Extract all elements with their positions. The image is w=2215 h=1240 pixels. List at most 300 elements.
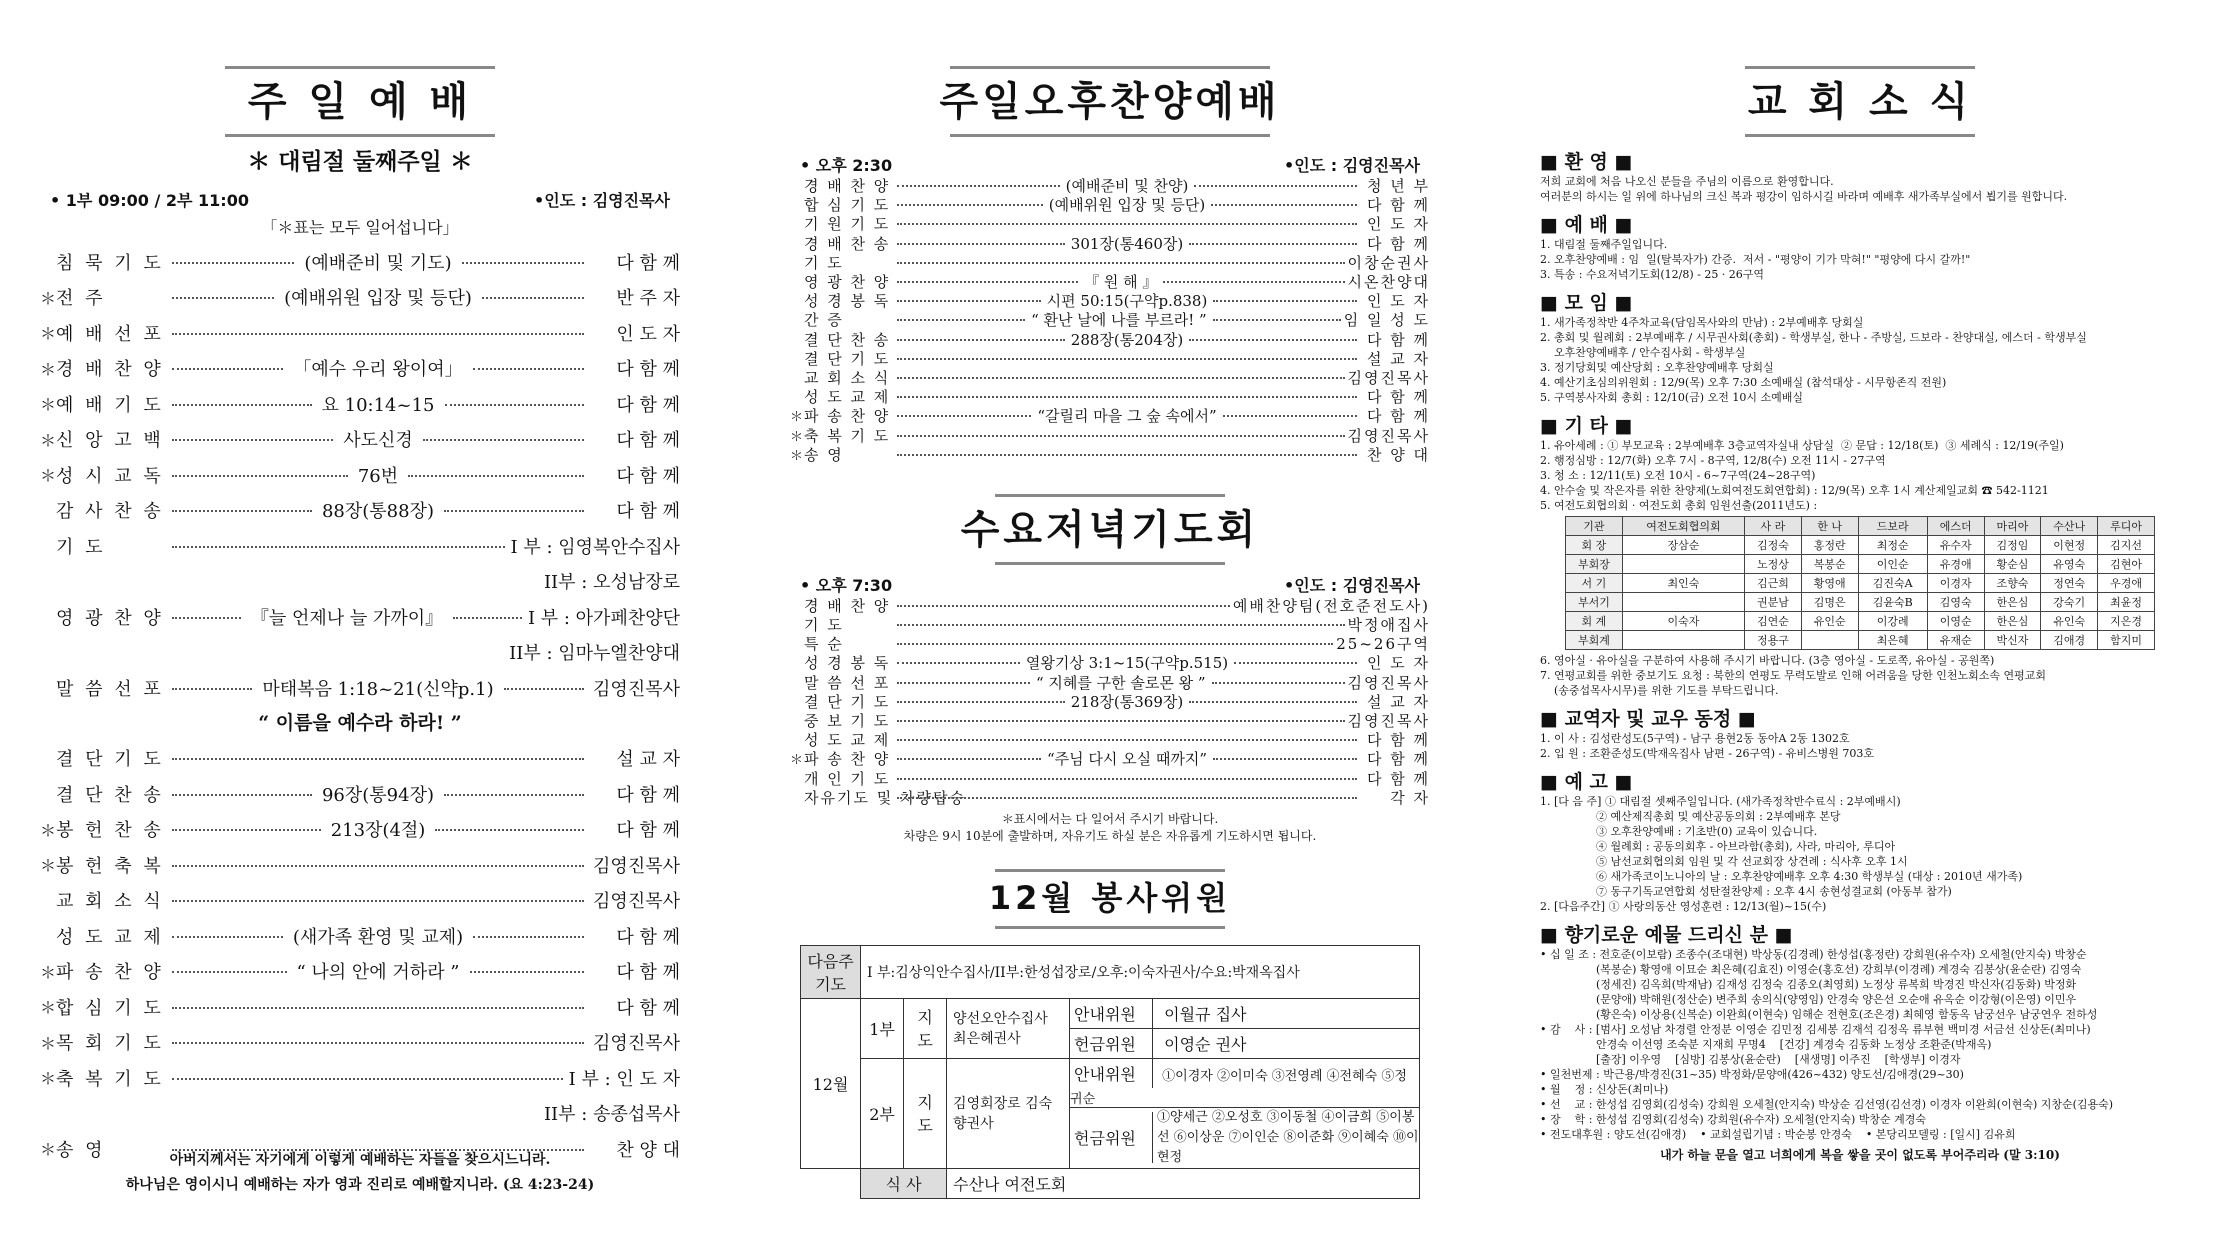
news-line: 3. 청 소 : 12/11(토) 오전 10시 - 6~7구역(24~28구역) [1540,469,1816,482]
order-middle [166,923,590,949]
order-middle [894,796,1360,799]
order-middle [166,816,590,842]
news-line: • 장 학 : 한성섭 김영회(김성숙) 강희원(유수자) 오세철(안지숙) 박창순 계경숙 [1540,1113,1927,1126]
order-person: 이창순권사 [1347,253,1430,272]
order-person: 다 함 께 [616,962,680,984]
officers-cell: 부회계 [1566,631,1623,650]
leader-dots [172,686,252,690]
order-person: 다 함 께 [616,784,680,806]
afternoon-worship-title: 주일오후찬양예배 [790,66,1430,137]
order-row [40,812,680,848]
standing-mark: ＊ [40,1069,57,1089]
news-line: (정세진) 김옥희(박재남) 김재성 김정숙 김종오(최영희) 노정상 류복희 박경진 박신자(김동화) 박정화 [1540,978,2077,991]
order-person: 설 교 자 [1366,349,1430,368]
order-detail: “ 지혜를 구한 솔로몬 왕 ” [1035,673,1206,692]
order-person: 김영진목사 [593,855,680,877]
order-row [790,730,1430,749]
order-person: 다 함 께 [616,501,680,523]
part1-guide: 지도 [904,998,947,1058]
officers-cell: 유인순 [1801,612,1858,631]
news-line: 2. 오후찬양예배 : 임 일(탈북자가) 간증. 저서 - "평양이 기가 막혀!" "평양에 다시 갈까!" [1540,253,1971,266]
leader-dots [482,295,584,299]
order-person: 다 함 께 [616,394,680,416]
meetings-heading: ■ 모 임 ■ [1540,292,1633,314]
order-label: 송 영 [804,445,844,464]
order-person: I 부 : 아가페찬양단 [527,607,680,629]
leader-dots [1213,757,1357,760]
standing-mark: ＊ [40,1140,57,1160]
order-row [790,653,1430,672]
news-line: • 월 정 : 신상돈(최미나) [1540,1083,1669,1096]
officers-cell: 김현아 [2098,555,2155,574]
officers-cell: 최인숙 [1622,574,1744,593]
leader-dots [172,544,505,548]
part2-leaders: 김영회장로 김숙향권사 [947,1058,1070,1168]
officers-cell: 이영순 [1927,612,1984,631]
order-row [790,615,1430,634]
order-row [40,280,680,316]
order-label: 경 배 찬 양 [804,177,891,196]
standing-mark: ＊ [790,410,804,426]
p2-offering-value: ①양세근 ②오성호 ③이동철 ④이금희 ⑤이봉선 ⑥이상운 ⑦이인순 ⑧이준화 ⑨이혜숙 ⑩이현정 [1157,1109,1419,1165]
order-detail: 213장(4절) [327,816,430,842]
order-label: 송 영 [56,1139,106,1161]
order-label: 예 배 기 도 [56,394,164,416]
order-label: 교 회 소 식 [56,891,164,913]
church-news-column [1540,0,2180,1163]
officers-cell: 최은혜 [1858,631,1927,650]
order-detail: 시편 50:15(구약p.838) [1046,292,1208,311]
officers-header-row [1566,517,2155,536]
order-label: 성 도 교 제 [804,388,891,407]
offerings-text [1540,947,2180,1142]
order-middle [166,756,590,760]
officers-cell [1801,631,1858,650]
leader-dots [897,642,1333,645]
leader-dots [897,184,1060,187]
officers-cell: 김정숙 [1745,536,1802,555]
order-person: 김영진목사 [1347,712,1430,731]
standing-mark: ＊ [40,1033,57,1053]
order-row [790,349,1430,368]
news-line: ⑦ 동구기독교연합회 성탄절찬양제 : 오후 4시 송현성결교회 (아동부 참가) [1540,885,1952,898]
meetings-text [1540,315,2180,405]
news-line: 저희 교회에 처음 나오신 분들을 주님의 이름으로 환영합니다. [1540,175,1834,188]
order-label: 경 배 찬 양 [804,596,891,615]
order-middle [166,863,590,867]
order-person: 다 함 께 [1366,234,1430,253]
news-line: (황은숙) 이상용(신복순) 이완희(이현숙) 임해순 전현호(조은경) 최혜영 함동옥 남궁선우 남궁연우 전하성 [1540,1008,2098,1021]
leader-dots [897,395,1357,398]
order-person: 김영진목사 [1347,368,1430,387]
welcome-heading: ■ 환 영 ■ [1540,151,1633,173]
order-label: 기 도 [804,616,844,635]
order-label: 파 송 찬 양 [56,962,164,984]
order-person: 김영진목사 [593,1033,680,1055]
order-middle [166,958,590,984]
service-leader: •인도 : 김영진목사 [534,191,670,210]
officers-cell: 유재순 [1927,631,1984,650]
leader-dots [897,681,1030,684]
news-line: 1. 새가족정착반 4주차교육(담임목사와의 만남) : 2부예배후 당회실 [1540,316,1864,329]
officers-header-cell: 루디아 [2098,517,2155,536]
order-row [790,272,1430,291]
standing-note: 「＊표는 모두 일어섭니다」 [261,218,459,237]
order-detail: “갈릴리 마을 그 숲 속에서” [1037,407,1217,426]
order-row [40,1096,680,1132]
officers-cell: 김정임 [1984,536,2041,555]
order-person: 청 년 부 [1366,177,1430,196]
order-person: 다 함 께 [616,252,680,274]
p1-usher-cell [1070,998,1420,1028]
leader-dots [897,719,1345,722]
officers-cell: 김영숙 [1927,593,1984,612]
leader-dots [897,453,1357,456]
leader-dots [897,357,1357,360]
order-detail: “ 환난 날에 나를 부르라! ” [1031,311,1207,330]
news-line: 2. [다음주간] ① 사랑의동산 영성훈련 : 12/13(월)~15(수) [1540,900,1827,913]
scripture-line-1: 아버지께서는 자기에게 이렇게 예배하는 자들을 찾으시느니라. [169,1152,551,1168]
order-detail: (예배위원 입장 및 등단) [1048,196,1206,215]
leader-dots [462,260,584,264]
officers-cell: 우경애 [2098,574,2155,593]
offerings-heading: ■ 향기로운 예물 드리신 분 ■ [1540,924,1793,946]
officers-header-cell: 여전도회협의회 [1622,517,1744,536]
officers-cell: 회 장 [1566,536,1623,555]
officers-cell: 김진숙A [1858,574,1927,593]
order-detail: “주님 다시 오실 때까지” [1046,750,1208,769]
order-row [40,776,680,812]
order-label: 성 경 봉 독 [804,292,891,311]
officers-cell: 이현정 [2041,536,2098,555]
order-middle [894,261,1348,264]
officers-header-cell: 에스더 [1927,517,1984,536]
order-detail: 『 원 해 』 [1084,273,1158,292]
order-person: 다 함 께 [1366,731,1430,750]
leader-dots [897,338,1065,341]
order-label: 기 도 [804,253,844,272]
order-label: 자유기도 및 차량탑승 [804,788,966,807]
standing-mark: ＊ [40,998,57,1018]
leader-dots [172,792,312,796]
afternoon-leader: •인도 : 김영진목사 [1284,156,1420,175]
wednesday-time-row [790,573,1430,596]
officers-cell: 이경자 [1927,574,1984,593]
news-line: • 십 일 조 : 전호준(이보람) 조종수(조대현) 박상동(김경례) 한성섭(홍정란) 강희원(유수자) 오세철(안지숙) 박창순 [1540,948,2087,961]
order-middle [166,355,590,381]
officers-cell: 이인순 [1858,555,1927,574]
leader-dots [1223,414,1357,417]
leader-dots [172,827,321,831]
officers-row [1566,536,2155,555]
leader-dots [444,508,584,512]
order-label: 성 시 교 독 [56,465,164,487]
order-row [40,670,680,706]
order-person: 다 함 께 [616,820,680,842]
next-prayer-label: 다음주기도 [801,945,861,998]
officers-cell: 장삼순 [1622,536,1744,555]
order-row [790,749,1430,768]
news-line: ④ 월례회 : 공동의회후 - 아브라함(총회), 사라, 마리아, 루디아 [1540,840,1896,853]
order-middle [894,233,1360,254]
order-row [790,425,1430,444]
order-middle [894,405,1360,426]
news-line: ⑥ 새가족코이노니아의 날 : 오후찬양예배후 오후 4:30 학생부실 (대상 : 2010년 새가족) [1540,870,2023,883]
scripture-line-2: 하나님은 영이시니 예배하는 자가 영과 진리로 예배할지니라. (요 4:23-24) [125,1177,595,1193]
officers-row [1566,631,2155,650]
leader-dots [172,1040,584,1044]
leader-dots [172,863,584,867]
member-news-text [1540,731,2180,761]
sunday-worship-column [40,0,680,1193]
order-middle [166,426,590,452]
advent-subtitle: ＊ 대림절 둘째주일 ＊ [247,149,473,175]
order-middle [166,781,590,807]
leader-dots [897,261,1345,264]
officers-cell: 복봉순 [1801,555,1858,574]
leader-dots [1212,681,1345,684]
order-row [790,234,1430,253]
order-detail: 사도신경 [339,426,417,452]
news-line: 5. 여전도회협의회 · 여전도회 총회 임원선출(2011년도) : [1540,499,1818,512]
leader-dots [423,437,584,441]
order-label: 개 인 기 도 [804,769,891,788]
order-label: 영 광 찬 양 [804,273,891,292]
officers-cell: 유인숙 [2041,612,2098,631]
order-middle [894,777,1360,780]
order-person: 설 교 자 [1366,692,1430,711]
order-detail: 218장(통369장) [1070,692,1184,711]
officers-row [1566,574,2155,593]
order-label: 합 심 기 도 [56,997,164,1019]
order-person: 반 주 자 [616,288,680,310]
service-time-row [40,188,680,211]
leader-dots [1163,280,1344,283]
leader-dots [897,661,1020,664]
order-person: 인 도 자 [616,323,680,345]
news-line: • 전도대후원 : 양도선(김애경) • 교회설립기념 : 박순봉 안경숙 • 본당리모델링 : [일시] 김유희 [1540,1128,2016,1141]
leader-dots [1213,299,1357,302]
wednesday-time: • 오후 7:30 [800,575,893,595]
officers-cell [1622,555,1744,574]
wednesday-note-2: 차량은 9시 10분에 출발하며, 자유기도 하실 분은 자유롭게 기도하시면 됩니다. [903,828,1317,843]
order-middle [166,675,590,701]
leader-dots [897,280,1078,283]
order-middle [894,453,1360,456]
leader-dots [897,414,1031,417]
order-middle [894,175,1360,196]
order-middle [894,434,1348,437]
news-line: 5. 구역봉사자회 총회 : 12/10(금) 오전 10시 소예배실 [1540,391,1803,404]
standing-mark: ＊ [790,429,804,445]
order-detail: (예배위원 입장 및 등단) [280,284,476,310]
part2-guide: 지도 [904,1058,947,1168]
order-label: 성 도 교 제 [804,731,891,750]
order-middle [166,249,590,275]
leader-dots [1234,661,1357,664]
order-person: 다 함 께 [616,430,680,452]
officers-cell: 김연순 [1745,612,1802,631]
leader-dots [444,792,584,796]
officers-header-cell: 기관 [1566,517,1623,536]
officers-cell: 황순심 [1984,555,2041,574]
news-line: 1. 대림절 둘째주일입니다. [1540,238,1668,251]
order-detail: 마태복음 1:18~21(신약p.1) [258,675,497,701]
order-detail: 요 10:14~15 [318,391,439,417]
news-line: 여러분의 하시는 일 위에 하나님의 크신 복과 평강이 임하시길 바라며 예배후 새가족부실에서 뵙기를 원합니다. [1540,190,2068,203]
next-prayer-value: I 부:김상익안수집사/II부:한성섭장로/오후:이숙자권사/수요:박재옥집사 [861,945,1420,998]
leader-dots [1211,203,1357,206]
worship-heading: ■ 예 배 ■ [1540,214,1633,236]
officers-header-cell: 마리아 [1984,517,2041,536]
order-person: 시온찬양대 [1347,273,1430,292]
order-row [40,954,680,990]
order-row [790,406,1430,425]
news-line: (복봉순) 황영애 이묘순 최은혜(김효진) 이영순(홍호선) 강희부(이경례) 계경숙 김봉상(윤순란) 김영숙 [1540,963,2082,976]
leader-dots [897,203,1043,206]
order-label: 목 회 기 도 [56,1033,164,1055]
p2-usher-label: 안내위원 [1070,1059,1153,1088]
order-label: 경 배 찬 양 [56,359,164,381]
order-row [40,315,680,351]
order-row [790,387,1430,406]
church-news-title: 교 회 소 식 [1540,66,2180,137]
news-line: • 일천번제 : 박근용/박경진(31~35) 박정화/문양애(426~432) 양도선/김애경(29~30) [1540,1068,1964,1081]
news-line: 4. 예산기초심의위원회 : 12/9(목) 오후 7:30 소예배실 (참석대상 - 시무항존직 전원) [1540,376,1947,389]
p2-usher-value: ①이경자 ②이미숙 ③전영례 ④전혜숙 ⑤정귀순 [1070,1068,1407,1107]
leader-dots [1194,184,1357,187]
order-middle [166,1076,569,1080]
part2-cell: 2부 [861,1058,904,1168]
malachi-verse: 내가 하늘 문을 열고 너희에게 복을 쌓을 곳이 없도록 부어주리라 (말 3:10) [1660,1148,2060,1162]
news-line: 안경숙 이선영 조숙분 지재희 무명4 [건강] 계경숙 김동화 노정상 조환준(박재옥) [1540,1038,1992,1051]
news-line: 3. 특송 : 수요저녁기도회(12/8) - 25 · 26구역 [1540,268,1765,281]
news-line: ③ 오후찬양예배 : 기초반(0) 교육이 있습니다. [1540,825,1818,838]
leader-dots [897,738,1357,741]
news-line: 6. 영아실 · 유아실을 구분하여 사용해 주시기 바랍니다. (3층 영아실 - 도로쪽, 유아실 - 공원쪽) [1540,654,1995,667]
order-middle [894,222,1360,225]
leader-dots [473,934,584,938]
order-row [40,457,680,493]
order-person: 다 함 께 [1366,196,1430,215]
leader-dots [897,434,1345,437]
leader-dots [172,473,348,477]
order-middle [166,604,528,630]
order-detail: (예배준비 및 기도) [300,249,455,275]
order-label: 전 주 [56,288,106,310]
order-detail: 열왕기상 3:1~15(구약p.515) [1025,654,1229,673]
order-row [40,351,680,387]
order-detail: 『늘 언제나 늘 가까이』 [247,604,447,630]
leader-dots [897,242,1065,245]
order-middle [894,748,1360,769]
news-line: 오후찬양예배후 / 안수집사회 - 학생부실 [1540,346,1746,359]
order-middle [894,672,1348,693]
order-label: 신 앙 고 백 [56,430,164,452]
service-time: • 1부 09:00 / 2부 11:00 [50,191,249,210]
officers-cell [1622,631,1744,650]
staff-table [800,945,1420,1199]
leader-dots [172,260,294,264]
officers-cell: 한은심 [1984,593,2041,612]
leader-dots [470,969,585,973]
order-person: 25~26구역 [1336,635,1430,654]
order-label: 교 회 소 식 [804,368,891,387]
standing-mark: ＊ [40,359,57,379]
order-row [790,673,1430,692]
order-row [790,195,1430,214]
order-label: 간 증 [804,311,844,330]
order-person: II부 : 오성남장로 [543,572,680,594]
news-line: 1. [다 음 주] ① 대림절 셋째주일입니다. (새가족정착반수료식 : 2부예배시) [1540,795,1901,808]
leader-dots [897,796,1357,799]
leader-dots [172,969,287,973]
order-person: I 부 : 임영복안수집사 [510,536,680,558]
standing-mark: ＊ [40,962,57,982]
p1-offering-label: 헌금위원 [1070,1029,1153,1058]
order-detail: 「예수 우리 왕이여」 [289,355,466,381]
order-middle [894,738,1360,741]
news-line: (문양애) 박해원(정산순) 변주희 송의식(양영임) 안경숙 양은선 오순애 유옥순 이강형(이은영) 이민우 [1540,993,2077,1006]
order-of-worship-list-2 [40,741,680,1167]
officers-cell: 부서기 [1566,593,1623,612]
leader-dots [473,366,584,370]
misc-text [1540,438,2180,513]
officers-header-cell: 드보라 [1858,517,1927,536]
p1-offering-value: 이영순 권사 [1164,1034,1247,1054]
officers-cell: 최정순 [1858,536,1927,555]
order-person: II부 : 송종섭목사 [543,1104,680,1126]
leader-dots [172,402,312,406]
order-middle [166,284,590,310]
leader-dots [172,898,584,902]
order-label: 감 사 찬 송 [56,501,164,523]
order-label: 파 송 찬 양 [804,407,891,426]
officers-cell [1622,593,1744,612]
order-label: 결 단 찬 송 [804,330,891,349]
order-row [40,883,680,919]
order-middle [166,462,590,488]
leader-dots [897,623,1345,626]
order-person: 인 도 자 [1366,654,1430,673]
leader-dots [408,473,584,477]
order-person: 김영진목사 [593,678,680,700]
order-middle [166,1005,590,1009]
leader-dots [897,299,1041,302]
order-person: 각 자 [1390,788,1430,807]
order-middle [894,691,1360,712]
order-row [40,635,680,671]
order-label: 축 복 기 도 [56,1068,164,1090]
officers-cell: 한은심 [1984,612,2041,631]
order-row [790,445,1430,464]
scripture-footer [40,1148,680,1198]
member-news-heading: ■ 교역자 및 교우 동정 ■ [1540,708,1756,730]
order-label: 특 순 [804,635,844,654]
order-row [40,741,680,777]
order-detail: (예배준비 및 찬양) [1065,177,1189,196]
leader-dots [172,508,312,512]
leader-dots [897,604,1230,607]
p1-offering-cell [1070,1028,1420,1058]
leader-dots [1213,318,1341,321]
order-middle [166,497,590,523]
officers-row [1566,612,2155,631]
officers-table [1565,516,2155,650]
order-person: 다 함 께 [1366,750,1430,769]
order-row [790,291,1430,310]
order-middle [894,652,1360,673]
